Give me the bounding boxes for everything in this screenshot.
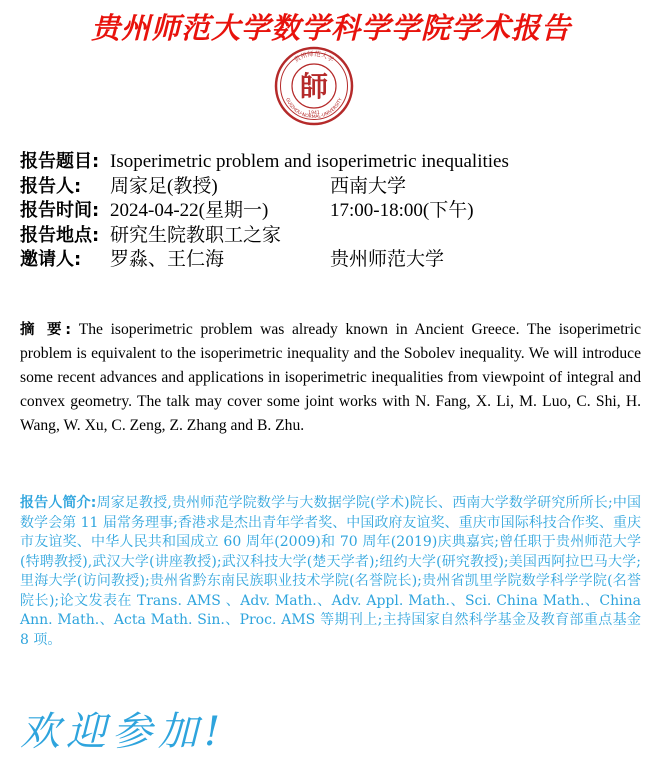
place-label: 报告地点:: [20, 224, 100, 246]
bio-label: 报告人简介:: [20, 495, 97, 511]
page-title: 贵州师范大学数学科学学院学术报告: [90, 11, 571, 45]
time-hours: 17:00-18:00(下午): [330, 200, 474, 221]
time-label: 报告时间:: [20, 200, 100, 221]
seal-glyph: 師: [299, 70, 329, 103]
speaker-bio: [20, 494, 641, 650]
welcome-text: 欢迎参加!: [20, 709, 227, 755]
speaker-affiliation: 西南大学: [330, 175, 407, 197]
abstract-label: 摘 要:: [20, 322, 72, 338]
topic-value: Isoperimetric problem and isoperimetric inequalities: [110, 151, 509, 172]
topic-label: 报告题目:: [20, 151, 100, 172]
inviter-affiliation: 贵州师范大学: [330, 249, 445, 270]
svg-text:GUIZHOU·NORMAL·UNIVERSITY: GUIZHOU·NORMAL·UNIVERSITY: [284, 97, 344, 121]
inviter-names: 罗淼、王仁海: [110, 249, 225, 270]
bio-text: 周家足教授,贵州师范学院数学与大数据学院(学术)院长、西南大学数学研究所所长;中国数学会第 11 届常务理事;香港求是杰出青年学者奖、中国政府友谊奖、重庆市国际科技合作奖、重庆市友谊奖、中华人民共和国成立 60 周年(2009)和 70 周年(2019)庆典嘉宾;曾任职于贵州师范大学(特聘教授),武汉大学(讲座教授);武汉科技大学(楚天学者);纽约大学(研究教授);美国西阿拉巴马大学;里海大学(访问教授);贵州省黔东南民族职业技术学院(名誉院长);贵州省凯里学院数学科学学院(名誉院长);论文发表在 Trans. AMS 、Adv. Math.、Adv. Appl. Math.、Sci. China Math.、China Ann. Math.、Acta Math. Sin.、Proc. AMS 等期刊上;主持国家自然科学基金及教育部重点基金 8 项。: [20, 495, 641, 648]
speaker-label: 报告人:: [20, 175, 82, 197]
abstract-text: The isoperimetric problem was already known in Ancient Greece. The isoperimetric problem is equivalent to the isoperimetric inequality and the Sobolev inequality. We will introduce some recent advances and applications in isoperimetric inequalities from viewpoint of integral and convex geometry. The talk may cover some joint works with N. Fang, X. Li, M. Luo, C. Shi, H. Wang, W. Xu, C. Zeng, Z. Zhang and B. Zhu.: [20, 321, 641, 434]
svg-text:贵州师范大学: 贵州师范大学: [292, 49, 336, 65]
place-value: 研究生院教职工之家: [110, 224, 282, 246]
abstract: [20, 318, 641, 438]
svg-text:1941: 1941: [308, 111, 320, 116]
time-date: 2024-04-22(星期一): [110, 200, 269, 221]
university-seal-logo: [274, 44, 354, 130]
speaker-name: 周家足(教授): [110, 175, 218, 197]
inviter-label: 邀请人:: [20, 249, 82, 270]
